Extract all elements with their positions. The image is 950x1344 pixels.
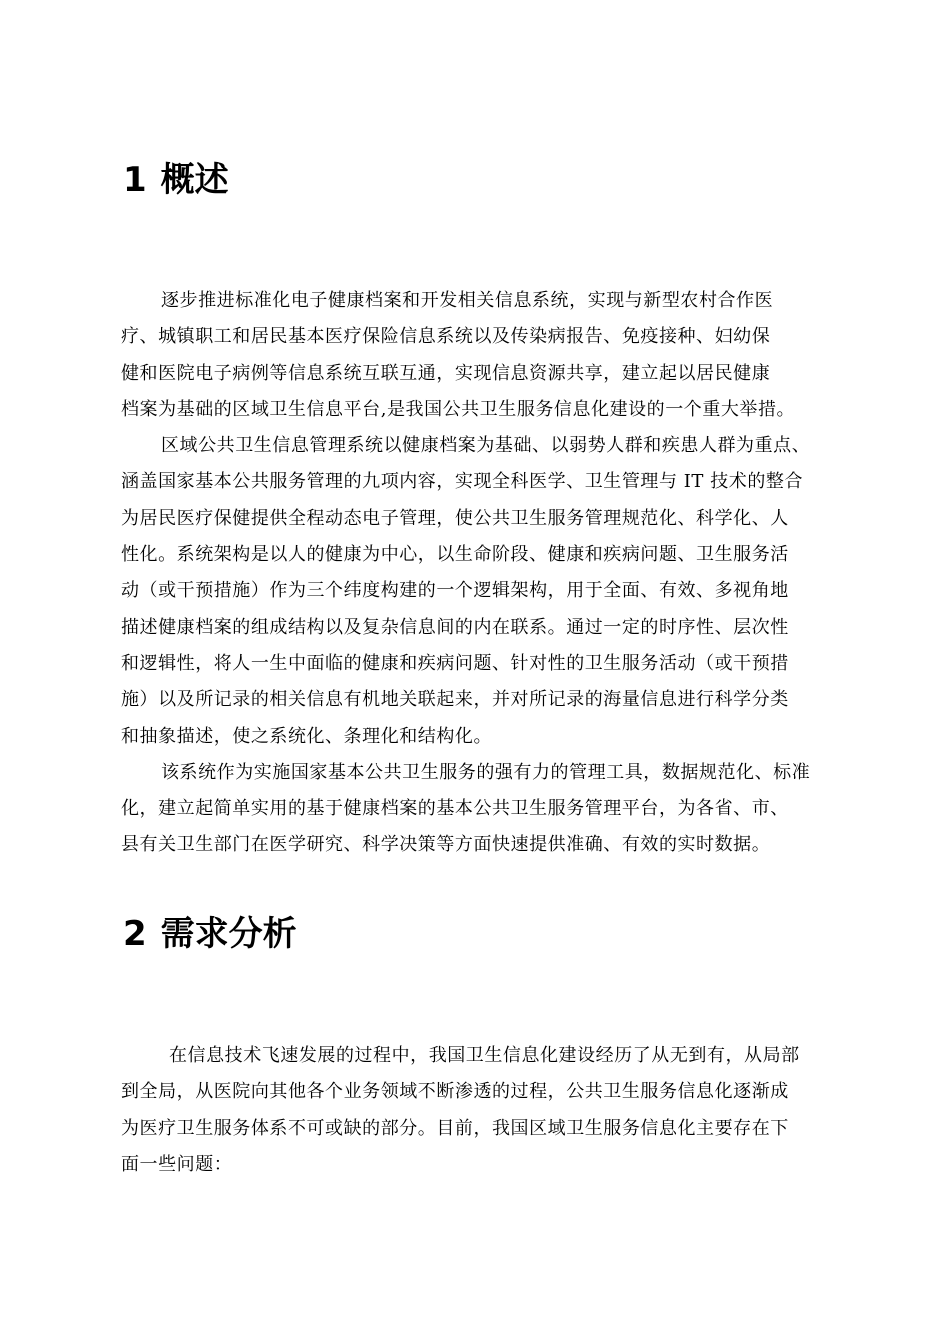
paragraph-line: 涵盖国家基本公共服务管理的九项内容，实现全科医学、卫生管理与 IT 技术的整合 [121, 471, 804, 493]
paragraph-line: 动（或干预措施）作为三个纬度构建的一个逻辑架构，用于全面、有效、多视角地 [121, 580, 789, 602]
paragraph-line: 到全局，从医院向其他各个业务领域不断渗透的过程，公共卫生服务信息化逐渐成 [121, 1081, 789, 1103]
paragraph-line: 和抽象描述，使之系统化、条理化和结构化。 [121, 725, 492, 747]
paragraph-line: 为居民医疗保健提供全程动态电子管理，使公共卫生服务管理规范化、科学化、人 [121, 507, 789, 529]
paragraph-line: 为医疗卫生服务体系不可或缺的部分。目前，我国区域卫生服务信息化主要存在下 [121, 1117, 789, 1139]
paragraph-line: 描述健康档案的组成结构以及复杂信息间的内在联系。通过一定的时序性、层次性 [121, 616, 789, 638]
paragraph-line: 疗、城镇职工和居民基本医疗保险信息系统以及传染病报告、免疫接种、妇幼保 [121, 326, 771, 348]
section-1-number: 1 [123, 160, 147, 200]
paragraph-line: 逐步推进标准化电子健康档案和开发相关信息系统，实现与新型农村合作医 [161, 290, 774, 311]
section-1-title: 概述 [160, 160, 229, 200]
paragraph-line: 档案为基础的区域卫生信息平台,是我国公共卫生服务信息化建设的一个重大举措。 [121, 398, 796, 420]
paragraph-line: 化，建立起简单实用的基于健康档案的基本公共卫生服务管理平台，为各省、市、 [121, 798, 789, 820]
paragraph-line: 该系统作为实施国家基本公共卫生服务的强有力的管理工具，数据规范化、标准 [161, 761, 811, 783]
section-2-number: 2 [123, 914, 147, 954]
paragraph-line: 县有关卫生部门在医学研究、科学决策等方面快速提供准确、有效的实时数据。 [121, 834, 771, 856]
paragraph-line: 面一些问题： [121, 1153, 233, 1175]
paragraph-line: 区域公共卫生信息管理系统以健康档案为基础、以弱势人群和疾患人群为重点、 [161, 435, 811, 457]
section-2-body [121, 1038, 841, 1183]
paragraph-line: 性化。系统架构是以人的健康为中心，以生命阶段、健康和疾病问题、卫生服务活 [121, 544, 789, 566]
paragraph-line: 和逻辑性，将人一生中面临的健康和疾病问题、针对性的卫生服务活动（或干预措 [121, 652, 789, 674]
paragraph-line: 在信息技术飞速发展的过程中，我国卫生信息化建设经历了从无到有，从局部 [169, 1045, 800, 1066]
paragraph-line: 施）以及所记录的相关信息有机地关联起来，并对所记录的海量信息进行科学分类 [121, 689, 789, 711]
section-1-body [121, 283, 841, 864]
section-2-heading [123, 912, 297, 956]
paragraph-line: 健和医院电子病例等信息系统互联互通，实现信息资源共享，建立起以居民健康 [121, 362, 771, 384]
section-2-title: 需求分析 [160, 914, 297, 954]
section-1-heading [123, 158, 229, 202]
